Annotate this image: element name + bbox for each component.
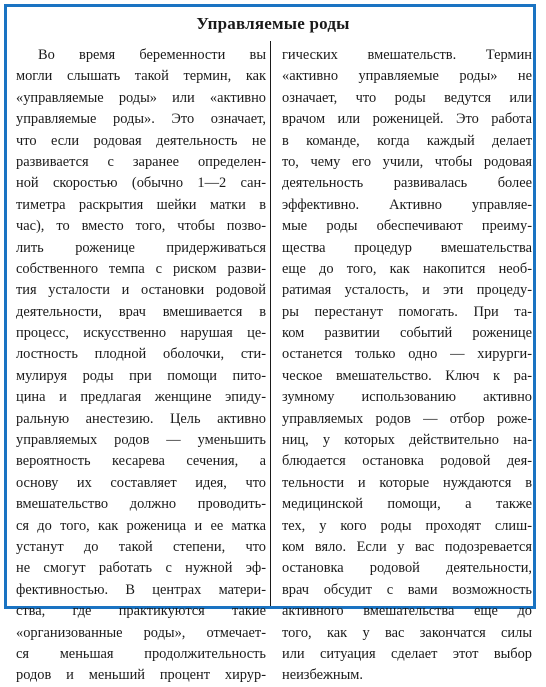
text-line: «организованные роды», отмечает- <box>16 624 266 641</box>
text-line: остановка родовой деятельности, <box>282 560 532 577</box>
text-line: означает, что роды ведутся или <box>282 89 532 106</box>
text-line: ры перестанут помогать. При та- <box>282 303 532 320</box>
right-column <box>282 45 532 687</box>
text-line: процесс, искусственно нарушая це- <box>16 325 266 342</box>
text-line: того, как у вас закончатся силы <box>282 624 532 641</box>
text-line: фективностью. В центрах матери- <box>16 581 266 598</box>
text-line: «управляемые роды» или «активно <box>16 89 266 106</box>
text-line: вероятность кесарева сечения, а <box>16 453 266 470</box>
text-line: останется только одно — хирурги- <box>282 346 532 363</box>
text-line: ся до того, как роженица и ее матка <box>16 517 266 534</box>
text-line: основу их составляет идея, что <box>16 474 266 491</box>
text-line: активного вмешательства еще до <box>282 603 532 620</box>
text-line: зумному использованию активно <box>282 389 532 406</box>
text-line: ральную анестезию. Цель активно <box>16 410 266 427</box>
article-title: Управляемые роды <box>196 14 350 33</box>
text-line: не смогут работать с нужной эф- <box>16 560 266 577</box>
text-line: что если родовая деятельность не <box>16 132 266 149</box>
text-line: родов и меньший процент хирур- <box>16 667 266 684</box>
text-line: гических вмешательств. Термин <box>282 47 532 63</box>
text-line: ратимая усталость, и эти процеду- <box>282 282 532 299</box>
text-line: медицинской помощи, а также <box>282 496 532 513</box>
text-line: собственного темпа с риском разви- <box>16 260 266 277</box>
text-line: тия усталости и остановки родовой <box>16 282 266 299</box>
text-line: еще до того, как накопится необ- <box>282 260 532 277</box>
text-line: мые роды обеспечивают преиму- <box>282 218 532 235</box>
text-line: развивается с заранее определен- <box>16 153 266 170</box>
text-line: блюдается остановка родовой дея- <box>282 453 532 470</box>
text-line: деятельности, врач вмешивается в <box>16 303 266 320</box>
text-line: врачом или роженицей. Это работа <box>282 111 532 128</box>
column-divider <box>270 41 271 606</box>
text-line: ком развитии событий роженице <box>282 325 532 342</box>
text-line: эффективно. Активно управляе- <box>282 196 532 213</box>
text-line: в команде, когда каждый делает <box>282 132 532 149</box>
text-line: могли слышать такой термин, как <box>16 68 266 85</box>
text-line: управляемые роды». Это означает, <box>16 111 266 128</box>
left-column <box>16 45 266 687</box>
text-line: ства, где практикуются такие <box>16 603 266 620</box>
text-line: ниц, у которых действительно на- <box>282 432 532 449</box>
text-line: устанут до такой степени, что <box>16 538 266 555</box>
text-line: ком вяло. Если у вас подозревается <box>282 538 532 555</box>
text-line: мулируя роды при помощи пито- <box>16 367 266 384</box>
text-line: час), то вместо того, чтобы позво- <box>16 218 266 235</box>
text-line: то, чему его учили, чтобы родовая <box>282 153 532 170</box>
text-line: управляемых родов — уменьшить <box>16 432 266 449</box>
text-line: управляемых родов — отбор роже- <box>282 410 532 427</box>
text-line: ческое вмешательство. Ключ к ра- <box>282 367 532 384</box>
text-line: или ситуация сделает этот выбор <box>282 645 532 662</box>
text-line: лостность плодной оболочки, сти- <box>16 346 266 363</box>
text-line: Во время беременности вы <box>38 47 266 63</box>
text-line: «активно управляемые роды» не <box>282 68 532 85</box>
article-frame <box>4 4 536 684</box>
text-line: цина и предлагая женщине эпиду- <box>16 389 266 406</box>
text-line: ся меньшая продолжительность <box>16 645 266 662</box>
text-line: деятельность развивалась более <box>282 175 532 192</box>
text-line: тельности и которые нуждаются в <box>282 474 532 491</box>
text-line: врач обсудит с вами возможность <box>282 581 532 598</box>
text-line: щества процедур вмешательства <box>282 239 532 256</box>
text-line: лить роженице придерживаться <box>16 239 266 256</box>
text-line: ной скоростью (обычно 1—2 сан- <box>16 175 266 192</box>
text-line: неизбежным. <box>282 667 364 684</box>
text-line: вмешательство должно проводить- <box>16 496 266 513</box>
text-line: тиметра раскрытия шейки матки в <box>16 196 266 213</box>
text-line: тех, у кого роды проходят слиш- <box>282 517 532 534</box>
